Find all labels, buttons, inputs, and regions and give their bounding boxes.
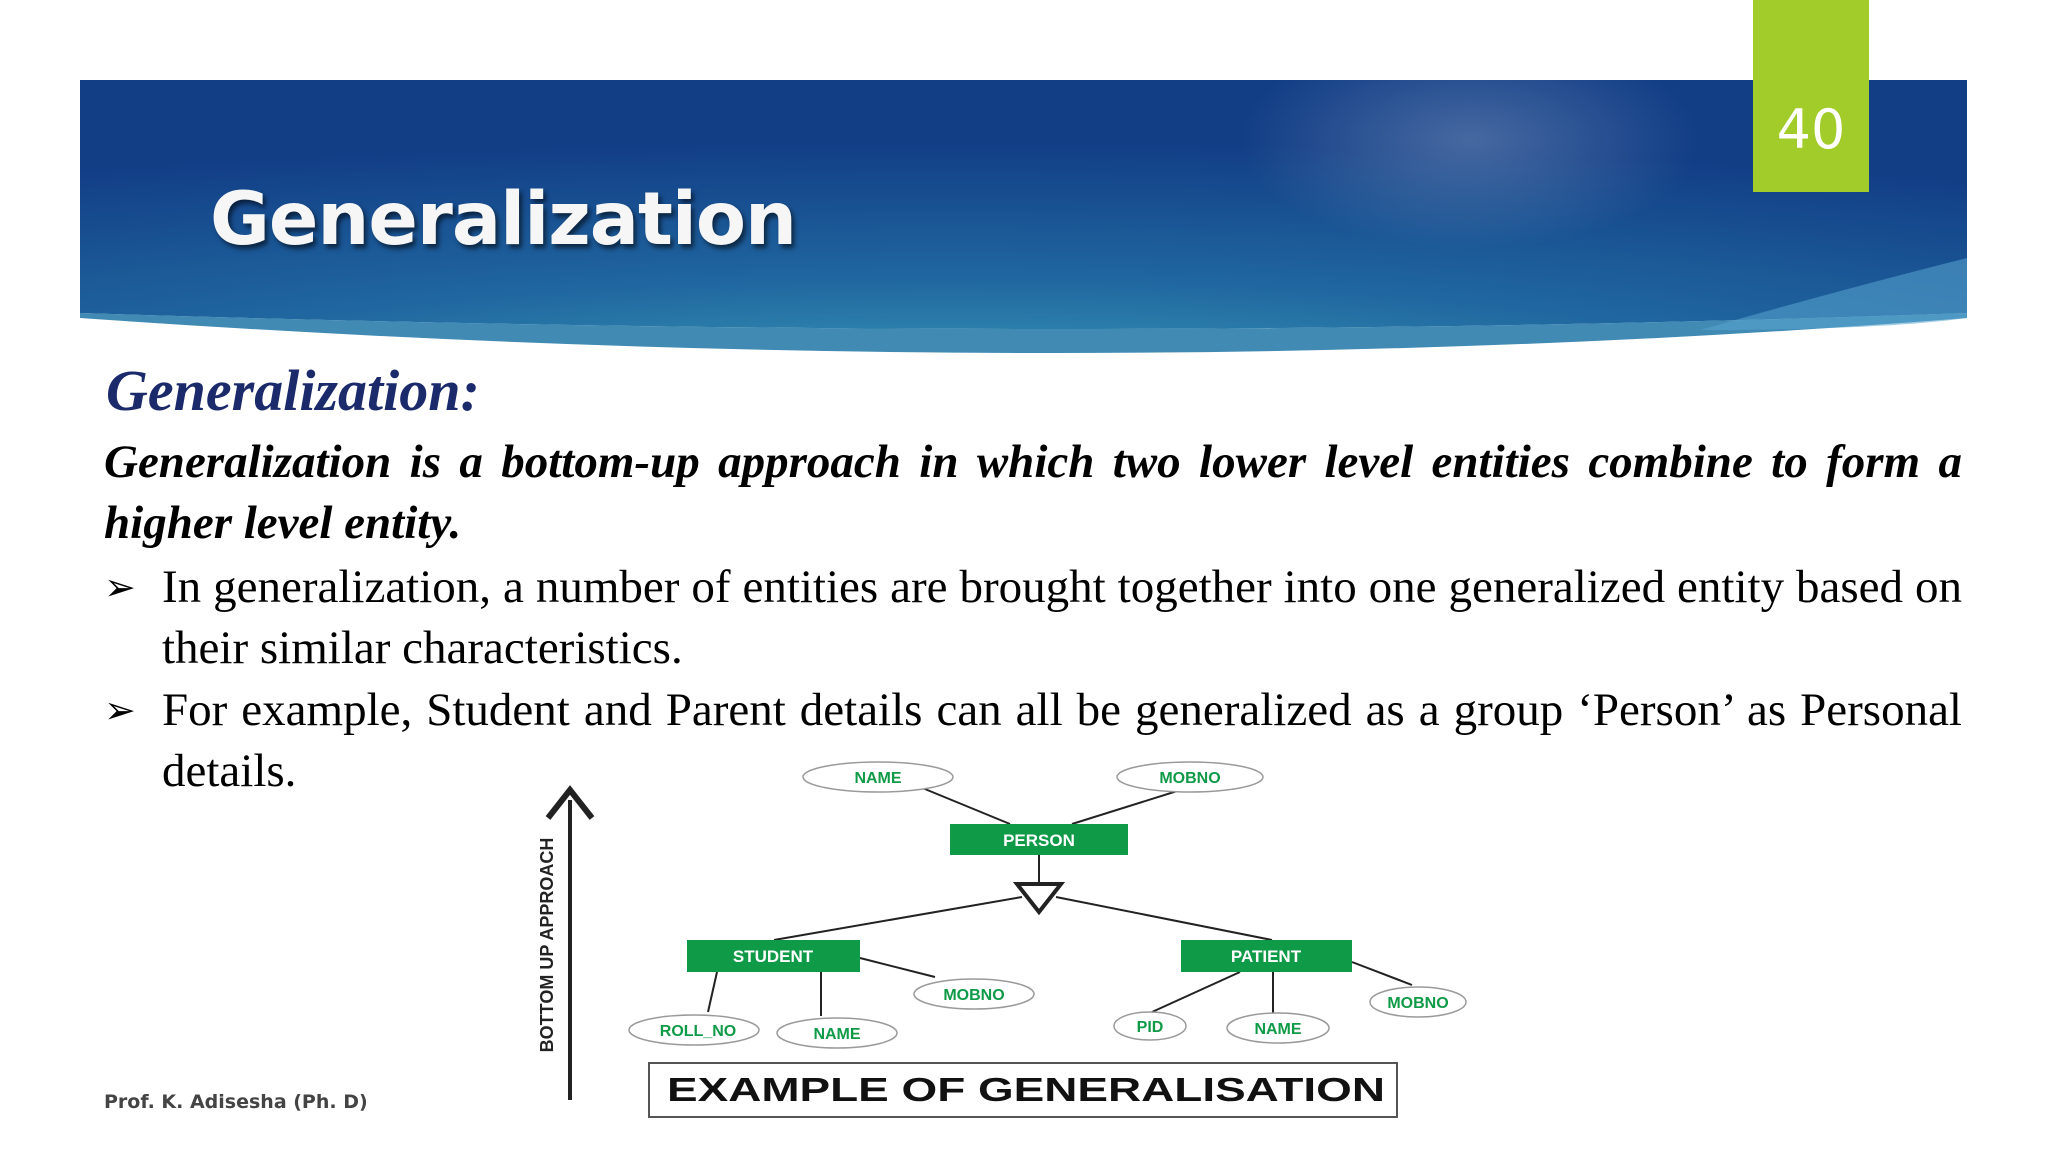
diagram-caption: EXAMPLE OF GENERALISATION [667,1071,1385,1108]
entity-student-label: STUDENT [732,947,814,966]
bullet-text: In generalization, a number of entities are brought together into one generalized entity based on their similar characteristics. [162,561,1962,674]
attribute-label: MOBNO [1387,995,1449,1012]
entity-patient-label: PATIENT [1230,947,1302,966]
section-heading: Generalization: [106,358,480,423]
footer-credit: Prof. K. Adisesha (Ph. D) [104,1091,368,1113]
isa-triangle-icon [1017,884,1061,912]
entity-person-label: PERSON [1003,831,1075,850]
arrow-bullet-icon: ➢ [104,565,136,609]
connector-lines [708,787,1412,1016]
arrow-bullet-icon: ➢ [104,688,136,732]
attribute-label: NAME [854,770,902,787]
attribute-label: PID [1136,1019,1164,1036]
bullet-text: For example, Student and Parent details can all be generalized as a group ‘Person’ as Personal details. [162,684,1962,797]
definition-text: Generalization is a bottom-up approach in which two lower level entities combine to form a higher level entity. [104,436,1962,549]
attribute-label: NAME [1254,1021,1302,1038]
attribute-label: MOBNO [1159,770,1221,787]
attribute-label: ROLL_NO [659,1023,737,1040]
axis-label: BOTTOM UP APPROACH [537,837,557,1053]
page-number: 40 [1776,98,1846,161]
bullet-item [104,557,1962,679]
generalization-er-diagram [515,755,1475,1125]
slide-title: Generalization [210,177,797,262]
page-number-badge [1753,0,1869,192]
attribute-label: NAME [813,1026,861,1043]
attribute-label: MOBNO [943,987,1005,1004]
